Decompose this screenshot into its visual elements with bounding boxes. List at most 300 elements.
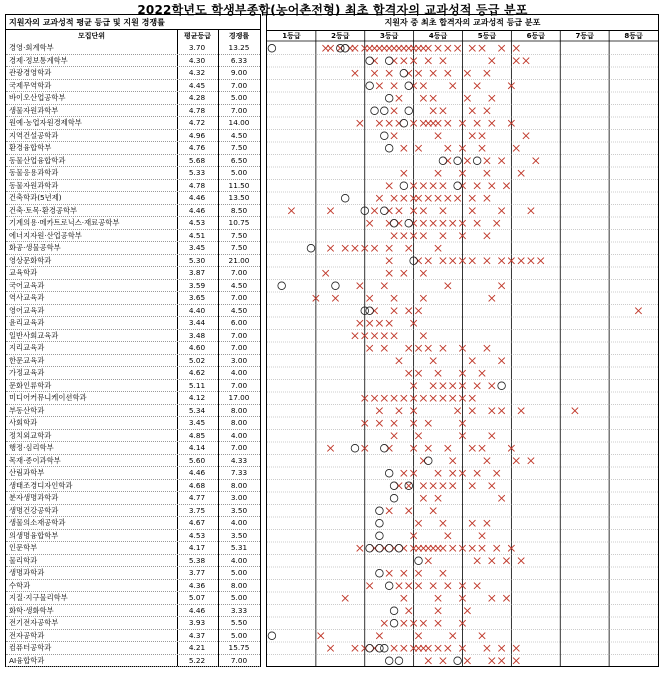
applicant-cross [498,158,504,164]
table-row [6,142,260,155]
applicant-cross [523,58,529,64]
applicant-cross [435,133,441,139]
applicant-cross [450,483,456,489]
competition-rate: 15.75 [228,643,250,652]
table-row [6,305,260,318]
applicant-cross [391,233,397,239]
table-row [6,230,260,243]
table-row [6,267,260,280]
applicant-cross [489,95,495,101]
competition-rate: 6.33 [230,55,248,65]
applicant-cross [391,433,397,439]
table-row [6,555,260,568]
competition-rate: 4.50 [230,280,248,290]
average-grade: 3.44 [188,318,206,327]
competition-rate: 5.00 [230,630,248,640]
unit-name: 원예·농업자원경제학부 [9,118,82,127]
competition-rate: 8.00 [230,580,248,590]
applicant-cross [391,295,397,301]
applicant-cross [469,108,475,114]
competition-rate: 5.31 [230,543,248,552]
admitted-circle [381,132,389,140]
applicant-cross [415,433,421,439]
average-grade: 3.70 [188,43,206,52]
unit-name: 부동산학과 [9,405,45,415]
applicant-cross [440,570,446,576]
admitted-circle [385,469,393,477]
applicant-cross [489,595,495,601]
admitted-circle [332,282,340,290]
applicant-cross [371,245,377,251]
applicant-cross [376,420,382,426]
applicant-cross [489,658,495,664]
competition-rate: 7.33 [230,468,248,477]
admitted-circle [381,444,389,452]
applicant-cross [406,308,412,314]
applicant-cross [386,570,392,576]
applicant-cross [489,58,495,64]
applicant-cross [479,133,485,139]
competition-rate: 5.00 [230,593,248,602]
applicant-cross [386,70,392,76]
applicant-cross [503,183,509,189]
admitted-circle [307,244,315,252]
unit-name: 분자생명과학과 [9,493,59,502]
admitted-circle [405,82,413,90]
competition-rate: 4.50 [230,305,248,315]
applicant-cross [420,620,426,626]
competition-rate: 7.50 [230,243,248,252]
applicant-cross [401,395,407,401]
applicant-cross [450,470,456,476]
table-row [6,180,260,193]
applicant-cross [440,58,446,64]
applicant-cross [401,595,407,601]
average-grade: 4.62 [188,368,206,377]
applicant-cross [381,283,387,289]
applicant-cross [406,245,412,251]
applicant-cross [484,258,490,264]
grade-tick-label: 3등급 [379,32,399,40]
applicant-cross [454,195,460,201]
applicant-cross [420,183,426,189]
applicant-cross [406,608,412,614]
average-grade: 5.60 [188,455,206,465]
applicant-cross [479,145,485,151]
applicant-cross [352,70,358,76]
table-row [6,417,260,430]
table-row [6,580,260,593]
applicant-cross [450,545,456,551]
average-grade: 4.60 [188,343,206,352]
applicant-cross [454,45,460,51]
competition-rate: 4.33 [230,455,248,465]
applicant-cross [474,83,480,89]
table-row [6,655,260,668]
table-row [6,567,260,580]
unit-name: 생물자원과학부 [9,105,59,115]
applicant-cross [430,108,436,114]
applicant-cross [415,70,421,76]
applicant-cross [322,270,328,276]
applicant-cross [371,333,377,339]
average-grade: 4.78 [188,105,206,115]
applicant-cross [435,245,441,251]
average-grade: 5.38 [188,555,206,565]
average-grade: 4.36 [188,580,206,590]
unit-name: 건축학과(5년제) [9,193,62,202]
admitted-circle [385,144,393,152]
applicant-cross [474,383,480,389]
admitted-circle [385,582,393,590]
grade-tick-label: 1등급 [282,32,301,40]
applicant-cross [425,420,431,426]
table-row [6,330,260,343]
applicant-cross [357,283,363,289]
unit-name: 기계의용·메카트로닉스·재료공학부 [9,218,120,227]
competition-rate: 5.00 [230,93,248,102]
table-row [6,255,260,268]
applicant-cross [415,308,421,314]
column-header-average: 평균등급 [183,32,212,40]
applicant-cross [357,120,363,126]
applicant-cross [494,220,500,226]
admitted-circle [268,632,276,640]
competition-rate: 4.00 [230,430,248,440]
admitted-circle [400,182,408,190]
applicant-cross [371,395,377,401]
applicant-cross [430,383,436,389]
applicant-cross [474,583,480,589]
applicant-cross [450,258,456,264]
applicant-cross [381,620,387,626]
applicant-cross [450,395,456,401]
applicant-cross [469,45,475,51]
applicant-cross [528,208,534,214]
competition-rate: 5.00 [230,568,248,577]
competition-rate: 7.00 [230,105,248,115]
grade-tick-label: 5등급 [477,32,497,40]
applicant-cross [445,583,451,589]
applicant-cross [479,545,485,551]
table-row [6,642,260,655]
competition-rate: 7.00 [230,380,248,390]
competition-rate: 4.00 [230,368,248,377]
applicant-cross [494,545,500,551]
applicant-cross [498,45,504,51]
applicant-cross [440,208,446,214]
unit-name: 생명과학과 [9,568,45,577]
applicant-cross [469,545,475,551]
average-grade: 4.17 [188,543,206,552]
applicant-cross [415,370,421,376]
admitted-circle [381,107,389,115]
applicant-cross [513,658,519,664]
unit-name: 인문학부 [9,543,38,552]
applicant-cross [391,195,397,201]
applicant-cross [430,583,436,589]
unit-name: 생태조경디자인학과 [9,480,73,490]
applicant-cross [425,658,431,664]
competition-rate: 3.50 [230,505,248,515]
average-grade: 5.11 [188,380,206,390]
applicant-cross [376,83,382,89]
unit-name: 미디어커뮤니케이션학과 [9,393,87,402]
applicant-cross [391,645,397,651]
applicant-cross [401,170,407,176]
table-row [6,530,260,543]
applicant-cross [396,208,402,214]
unit-name: 행정·심리학부 [9,443,54,452]
applicant-cross [386,508,392,514]
applicant-cross [420,233,426,239]
applicant-cross [381,395,387,401]
admitted-circle [405,107,413,115]
applicant-cross [406,345,412,351]
applicant-cross [420,333,426,339]
admitted-circle [381,644,389,652]
page-title: 2022학년도 학생부종합(농어촌전형) 최초 합격자의 교과성적 등급 분포 [137,3,528,17]
competition-rate: 6.50 [230,155,248,165]
applicant-cross [479,370,485,376]
applicant-cross [445,533,451,539]
left-panel-header: 지원자의 교과성적 평균 등급 및 지원 경쟁률 [6,15,260,30]
applicant-cross [386,245,392,251]
applicant-cross [484,70,490,76]
applicant-cross [484,108,490,114]
applicant-cross [415,520,421,526]
table-row [6,630,260,643]
average-grade: 5.34 [188,405,206,415]
applicant-cross [420,295,426,301]
applicant-cross [635,308,641,314]
applicant-cross [342,595,348,601]
applicant-cross [484,458,490,464]
applicant-cross [391,308,397,314]
applicant-cross [396,358,402,364]
competition-rate: 3.00 [230,493,248,502]
applicant-cross [484,345,490,351]
unit-name: 의생명융합학부 [9,530,59,540]
applicant-cross [469,445,475,451]
table-row [6,92,260,105]
right-panel-header: 지원자 중 최초 합격자의 교과성적 등급 분포 [267,15,658,31]
average-grade: 4.72 [188,118,206,127]
applicant-cross [479,45,485,51]
applicant-cross [494,470,500,476]
applicant-cross [430,95,436,101]
applicant-cross [518,258,524,264]
applicant-cross [513,145,519,151]
average-grade: 3.59 [188,280,206,290]
unit-name: 생물의소재공학과 [9,518,66,527]
table-row [6,492,260,505]
competition-rate: 11.50 [228,180,250,190]
table-row [6,442,260,455]
applicant-cross [401,58,407,64]
average-grade: 4.85 [188,430,206,440]
applicant-cross [406,483,412,489]
applicant-cross [484,233,490,239]
applicant-cross [366,583,372,589]
average-grade: 4.77 [188,493,206,502]
applicant-cross [474,120,480,126]
average-grade: 4.45 [188,80,206,90]
unit-name: 동물자원과학과 [9,180,59,190]
admitted-circle [390,494,398,502]
admitted-circle [385,57,393,65]
applicant-cross [440,520,446,526]
unit-name: 지역건설공학과 [9,130,59,140]
table-row [6,55,260,68]
applicant-cross [430,508,436,514]
table-row [6,592,260,605]
applicant-cross [352,333,358,339]
competition-rate: 7.00 [230,343,248,352]
applicant-cross [386,120,392,126]
average-grade: 4.51 [188,230,206,240]
competition-rate: 8.00 [230,480,248,490]
competition-rate: 7.00 [230,330,248,340]
unit-name: 에너지자원·산업공학부 [9,230,82,240]
unit-name: 관광경영학과 [9,68,52,77]
average-grade: 5.33 [188,168,206,177]
applicant-cross [454,408,460,414]
table-row [6,67,260,80]
applicant-cross [425,258,431,264]
unit-name: 건축·토목·환경공학부 [9,205,78,215]
competition-rate: 4.00 [230,555,248,565]
column-header-competition: 경쟁률 [228,32,250,40]
admitted-circle [376,519,384,527]
table-row [6,367,260,380]
competition-rate: 3.33 [230,605,248,615]
applicant-cross [401,645,407,651]
admitted-circle [424,457,432,465]
average-grade: 4.14 [188,443,206,452]
average-grade: 5.02 [188,355,206,365]
average-grade: 4.67 [188,518,206,527]
admitted-circle [390,607,398,615]
applicant-cross [435,495,441,501]
applicant-cross [484,170,490,176]
table-row [6,392,260,405]
average-grade: 3.48 [188,330,206,340]
competition-rate: 4.00 [230,518,248,527]
admitted-circle [366,82,374,90]
table-row [6,430,260,443]
applicant-cross [518,408,524,414]
table-row [6,130,260,143]
applicant-cross [406,583,412,589]
applicant-cross [450,83,456,89]
applicant-cross [391,83,397,89]
applicant-cross [435,45,441,51]
applicant-cross [391,420,397,426]
applicant-cross [366,295,372,301]
applicant-cross [513,58,519,64]
applicant-cross [435,608,441,614]
applicant-cross [332,295,338,301]
applicant-cross [484,195,490,201]
applicant-cross [523,133,529,139]
applicant-cross [415,195,421,201]
applicant-cross [366,320,372,326]
unit-name: 영어교육과 [9,305,45,315]
applicant-cross [474,470,480,476]
table-row [6,292,260,305]
applicant-cross [440,220,446,226]
applicant-cross [498,283,504,289]
applicant-cross [376,120,382,126]
competition-rate: 21.00 [228,255,250,265]
applicant-cross [464,95,470,101]
applicant-cross [401,620,407,626]
unit-name: 지질·지구물리학부 [9,593,68,602]
table-row [6,217,260,230]
average-grade: 4.28 [188,93,206,102]
admitted-circle [376,544,384,552]
average-grade: 4.40 [188,305,206,315]
applicant-cross [430,220,436,226]
applicant-cross [420,270,426,276]
table-row [6,280,260,293]
table-row [6,405,260,418]
applicant-cross [396,95,402,101]
average-grade: 4.37 [188,630,206,640]
applicant-cross [425,645,431,651]
applicant-cross [386,270,392,276]
applicant-cross [445,195,451,201]
applicant-cross [469,520,475,526]
applicant-cross [528,458,534,464]
applicant-cross [464,158,470,164]
applicant-cross [469,483,475,489]
admitted-circle [351,444,359,452]
applicant-cross [401,570,407,576]
competition-rate: 7.00 [230,655,248,665]
applicant-cross [435,645,441,651]
applicant-cross [440,233,446,239]
applicant-cross [489,433,495,439]
applicant-cross [445,283,451,289]
average-grade: 5.07 [188,593,206,602]
applicant-cross [464,70,470,76]
applicant-cross [352,645,358,651]
applicant-cross [376,408,382,414]
unit-name: 수학과 [9,580,31,590]
competition-rate: 3.50 [230,530,248,540]
applicant-cross [430,483,436,489]
admitted-circle [341,44,349,52]
applicant-cross [352,245,358,251]
applicant-cross [474,558,480,564]
applicant-cross [513,45,519,51]
table-row [6,42,260,55]
table-row [6,317,260,330]
average-grade: 4.21 [188,643,206,652]
average-grade: 4.46 [188,193,206,202]
applicant-cross [420,220,426,226]
admitted-circle [390,619,398,627]
unit-name: 동물산업융합학과 [9,155,66,165]
applicant-cross [420,83,426,89]
applicant-table [5,14,261,667]
applicant-cross [498,495,504,501]
average-grade: 4.68 [188,480,206,490]
admitted-circle [454,182,462,190]
applicant-cross [425,45,431,51]
